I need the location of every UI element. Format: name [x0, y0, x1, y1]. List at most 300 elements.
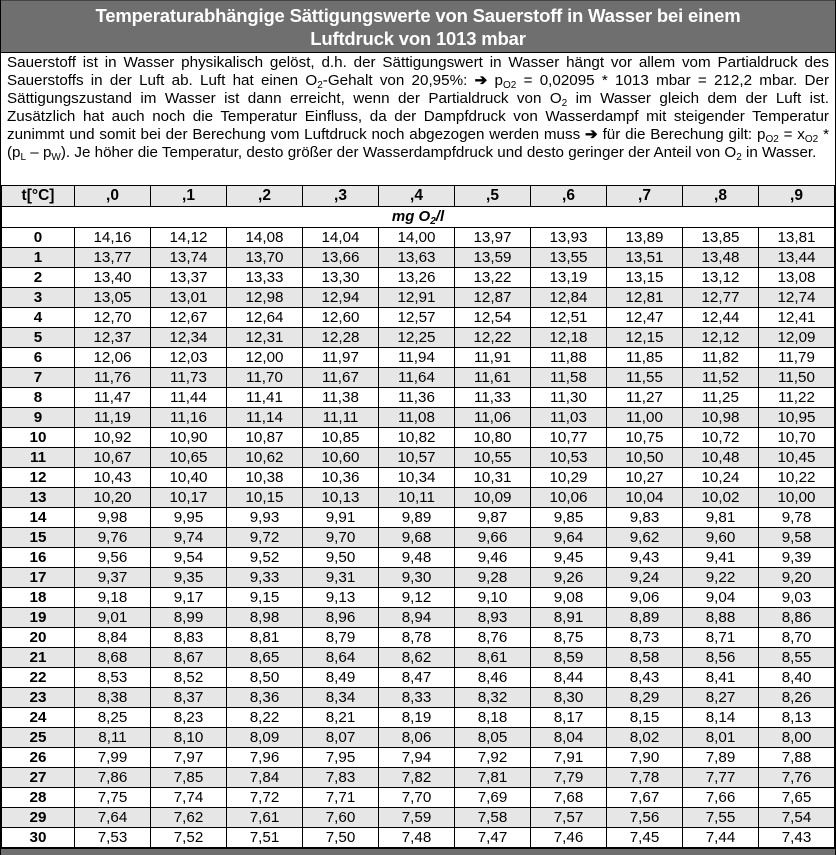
value-cell: 11,00: [607, 408, 683, 428]
table-row: [2, 288, 835, 308]
formula-text: = x: [778, 126, 805, 143]
table-row: [2, 768, 835, 788]
temperature-cell: 23: [2, 688, 75, 708]
value-cell: 12,00: [227, 348, 303, 368]
value-cell: 8,78: [379, 628, 455, 648]
value-cell: 13,40: [75, 268, 151, 288]
value-cell: 14,04: [303, 228, 379, 248]
value-cell: 9,89: [379, 508, 455, 528]
value-cell: 14,16: [75, 228, 151, 248]
value-cell: 10,38: [227, 468, 303, 488]
oxygen-saturation-table: [1, 185, 835, 848]
table-row: [2, 388, 835, 408]
bottom-bar: [1, 848, 835, 855]
value-cell: 11,55: [607, 368, 683, 388]
value-cell: 10,36: [303, 468, 379, 488]
page-title: [1, 0, 835, 52]
value-cell: 7,92: [455, 748, 531, 768]
value-cell: 9,78: [759, 508, 835, 528]
value-cell: 8,26: [759, 688, 835, 708]
value-cell: 8,68: [75, 648, 151, 668]
value-cell: 9,06: [607, 588, 683, 608]
arrow-right-icon: ➔: [585, 126, 598, 143]
table-row: [2, 508, 835, 528]
value-cell: 10,02: [683, 488, 759, 508]
formula-text: für die Berechung gilt: p: [597, 126, 766, 143]
value-cell: 13,48: [683, 248, 759, 268]
value-cell: 7,96: [227, 748, 303, 768]
value-cell: 13,08: [759, 268, 835, 288]
intro-text: = 0,02095 * 1013 mbar = 212,2 mbar. Der Sättigungszustand im Wasser ist dann erreicht, wenn der Partialdruck von O: [7, 72, 830, 107]
value-cell: 11,41: [227, 388, 303, 408]
value-cell: 8,10: [151, 728, 227, 748]
value-cell: 10,57: [379, 448, 455, 468]
value-cell: 12,77: [683, 288, 759, 308]
value-cell: 7,54: [759, 808, 835, 828]
value-cell: 9,60: [683, 528, 759, 548]
column-header-decimal: ,3: [303, 186, 379, 207]
value-cell: 13,51: [607, 248, 683, 268]
value-cell: 8,33: [379, 688, 455, 708]
subscript: O2: [804, 134, 819, 145]
temperature-cell: 26: [2, 748, 75, 768]
value-cell: 13,81: [759, 228, 835, 248]
table-row: [2, 528, 835, 548]
value-cell: 8,76: [455, 628, 531, 648]
value-cell: 10,67: [75, 448, 151, 468]
column-header-decimal: ,8: [683, 186, 759, 207]
value-cell: 12,74: [759, 288, 835, 308]
value-cell: 11,03: [531, 408, 607, 428]
value-cell: 11,97: [303, 348, 379, 368]
value-cell: 12,54: [455, 308, 531, 328]
temperature-cell: 12: [2, 468, 75, 488]
table-row: [2, 588, 835, 608]
value-cell: 7,75: [75, 788, 151, 808]
column-header-decimal: ,0: [75, 186, 151, 207]
value-cell: 12,87: [455, 288, 531, 308]
value-cell: 9,93: [227, 508, 303, 528]
value-cell: 8,55: [759, 648, 835, 668]
value-cell: 9,64: [531, 528, 607, 548]
subscript: 2: [736, 152, 742, 163]
value-cell: 8,50: [227, 668, 303, 688]
temperature-cell: 28: [2, 788, 75, 808]
value-cell: 10,15: [227, 488, 303, 508]
value-cell: 8,00: [759, 728, 835, 748]
value-cell: 11,11: [303, 408, 379, 428]
value-cell: 10,53: [531, 448, 607, 468]
table-row: [2, 488, 835, 508]
table-row: [2, 548, 835, 568]
value-cell: 12,03: [151, 348, 227, 368]
value-cell: 11,22: [759, 388, 835, 408]
value-cell: 7,64: [75, 808, 151, 828]
formula-text: p: [487, 72, 503, 89]
value-cell: 8,62: [379, 648, 455, 668]
value-cell: 13,19: [531, 268, 607, 288]
value-cell: 9,26: [531, 568, 607, 588]
value-cell: 8,94: [379, 608, 455, 628]
value-cell: 9,17: [151, 588, 227, 608]
value-cell: 10,60: [303, 448, 379, 468]
column-header-decimal: ,6: [531, 186, 607, 207]
value-cell: 8,73: [607, 628, 683, 648]
value-cell: 13,05: [75, 288, 151, 308]
value-cell: 9,54: [151, 548, 227, 568]
value-cell: 13,12: [683, 268, 759, 288]
value-cell: 9,58: [759, 528, 835, 548]
value-cell: 7,94: [379, 748, 455, 768]
value-cell: 7,81: [455, 768, 531, 788]
value-cell: 9,52: [227, 548, 303, 568]
value-cell: 10,80: [455, 428, 531, 448]
value-cell: 7,72: [227, 788, 303, 808]
value-cell: 9,01: [75, 608, 151, 628]
value-cell: 12,34: [151, 328, 227, 348]
value-cell: 9,70: [303, 528, 379, 548]
value-cell: 12,70: [75, 308, 151, 328]
table-row: [2, 328, 835, 348]
value-cell: 7,48: [379, 828, 455, 848]
value-cell: 8,27: [683, 688, 759, 708]
value-cell: 9,37: [75, 568, 151, 588]
value-cell: 13,66: [303, 248, 379, 268]
value-cell: 8,02: [607, 728, 683, 748]
value-cell: 9,18: [75, 588, 151, 608]
value-cell: 8,99: [151, 608, 227, 628]
value-cell: 8,70: [759, 628, 835, 648]
value-cell: 8,13: [759, 708, 835, 728]
value-cell: 7,52: [151, 828, 227, 848]
temperature-cell: 4: [2, 308, 75, 328]
value-cell: 7,53: [75, 828, 151, 848]
value-cell: 8,71: [683, 628, 759, 648]
value-cell: 11,67: [303, 368, 379, 388]
value-cell: 9,48: [379, 548, 455, 568]
value-cell: 9,95: [151, 508, 227, 528]
formula-text: – p: [26, 144, 52, 161]
value-cell: 8,64: [303, 648, 379, 668]
value-cell: 9,08: [531, 588, 607, 608]
table-row: [2, 568, 835, 588]
value-cell: 8,05: [455, 728, 531, 748]
value-cell: 13,89: [607, 228, 683, 248]
value-cell: 11,79: [759, 348, 835, 368]
value-cell: 9,22: [683, 568, 759, 588]
value-cell: 7,69: [455, 788, 531, 808]
value-cell: 13,85: [683, 228, 759, 248]
temperature-cell: 0: [2, 228, 75, 248]
value-cell: 7,88: [759, 748, 835, 768]
value-cell: 7,67: [607, 788, 683, 808]
intro-text: Sauerstoff ist in Wasser physikalisch gelöst, d.h. der Sättigungswert in Wasser hängt vor allem vom Partialdruck des Sauerstoffs in der Luft ab. Luft hat einen O: [7, 54, 829, 89]
value-cell: 11,85: [607, 348, 683, 368]
value-cell: 8,47: [379, 668, 455, 688]
value-cell: 8,19: [379, 708, 455, 728]
table-row: [2, 688, 835, 708]
value-cell: 8,01: [683, 728, 759, 748]
table-row: [2, 468, 835, 488]
value-cell: 13,33: [227, 268, 303, 288]
value-cell: 7,74: [151, 788, 227, 808]
value-cell: 8,89: [607, 608, 683, 628]
value-cell: 11,06: [455, 408, 531, 428]
value-cell: 13,93: [531, 228, 607, 248]
value-cell: 7,60: [303, 808, 379, 828]
temperature-cell: 13: [2, 488, 75, 508]
value-cell: 8,41: [683, 668, 759, 688]
table-row: [2, 368, 835, 388]
value-cell: 7,56: [607, 808, 683, 828]
value-cell: 13,37: [151, 268, 227, 288]
value-cell: 9,46: [455, 548, 531, 568]
value-cell: 12,41: [759, 308, 835, 328]
value-cell: 9,50: [303, 548, 379, 568]
column-header-temperature: t[°C]: [2, 186, 75, 207]
value-cell: 10,04: [607, 488, 683, 508]
value-cell: 10,00: [759, 488, 835, 508]
value-cell: 8,25: [75, 708, 151, 728]
value-cell: 11,47: [75, 388, 151, 408]
table-row: [2, 428, 835, 448]
value-cell: 7,51: [227, 828, 303, 848]
value-cell: 10,92: [75, 428, 151, 448]
value-cell: 8,49: [303, 668, 379, 688]
temperature-cell: 15: [2, 528, 75, 548]
value-cell: 9,28: [455, 568, 531, 588]
value-cell: 10,98: [683, 408, 759, 428]
intro-text: in Wasser.: [741, 144, 817, 161]
unit-label: [2, 207, 835, 228]
value-cell: 7,95: [303, 748, 379, 768]
value-cell: 7,65: [759, 788, 835, 808]
value-cell: 12,25: [379, 328, 455, 348]
value-cell: 11,73: [151, 368, 227, 388]
temperature-cell: 14: [2, 508, 75, 528]
value-cell: 8,14: [683, 708, 759, 728]
value-cell: 12,60: [303, 308, 379, 328]
temperature-cell: 18: [2, 588, 75, 608]
value-cell: 7,71: [303, 788, 379, 808]
value-cell: 7,61: [227, 808, 303, 828]
value-cell: 10,34: [379, 468, 455, 488]
value-cell: 12,18: [531, 328, 607, 348]
value-cell: 12,84: [531, 288, 607, 308]
value-cell: 12,57: [379, 308, 455, 328]
unit-row: [2, 207, 835, 228]
value-cell: 10,90: [151, 428, 227, 448]
value-cell: 10,85: [303, 428, 379, 448]
value-cell: 12,98: [227, 288, 303, 308]
value-cell: 7,99: [75, 748, 151, 768]
value-cell: 10,24: [683, 468, 759, 488]
temperature-cell: 10: [2, 428, 75, 448]
subscript: 2: [317, 80, 323, 91]
value-cell: 8,06: [379, 728, 455, 748]
value-cell: 10,29: [531, 468, 607, 488]
value-cell: 9,15: [227, 588, 303, 608]
table-row: [2, 408, 835, 428]
value-cell: 11,19: [75, 408, 151, 428]
value-cell: 8,11: [75, 728, 151, 748]
value-cell: 13,01: [151, 288, 227, 308]
temperature-cell: 29: [2, 808, 75, 828]
value-cell: 10,11: [379, 488, 455, 508]
value-cell: 10,62: [227, 448, 303, 468]
value-cell: 10,13: [303, 488, 379, 508]
value-cell: 7,77: [683, 768, 759, 788]
value-cell: 11,44: [151, 388, 227, 408]
value-cell: 7,82: [379, 768, 455, 788]
temperature-cell: 2: [2, 268, 75, 288]
value-cell: 7,58: [455, 808, 531, 828]
value-cell: 7,85: [151, 768, 227, 788]
value-cell: 10,22: [759, 468, 835, 488]
value-cell: 7,70: [379, 788, 455, 808]
value-cell: 12,67: [151, 308, 227, 328]
table-row: [2, 448, 835, 468]
value-cell: 7,66: [683, 788, 759, 808]
value-cell: 11,33: [455, 388, 531, 408]
value-cell: 12,09: [759, 328, 835, 348]
value-cell: 9,41: [683, 548, 759, 568]
value-cell: 10,43: [75, 468, 151, 488]
column-header-decimal: ,2: [227, 186, 303, 207]
table-row: [2, 748, 835, 768]
value-cell: 12,12: [683, 328, 759, 348]
temperature-cell: 19: [2, 608, 75, 628]
table-row: [2, 308, 835, 328]
column-header-decimal: ,5: [455, 186, 531, 207]
value-cell: 7,89: [683, 748, 759, 768]
value-cell: 7,46: [531, 828, 607, 848]
value-cell: 8,53: [75, 668, 151, 688]
value-cell: 8,91: [531, 608, 607, 628]
temperature-cell: 27: [2, 768, 75, 788]
value-cell: 10,87: [227, 428, 303, 448]
title-line-2: Luftdruck von 1013 mbar: [310, 28, 526, 49]
table-row: [2, 648, 835, 668]
subscript: L: [20, 152, 27, 163]
value-cell: 11,64: [379, 368, 455, 388]
subscript: 2: [561, 98, 568, 109]
value-cell: 9,66: [455, 528, 531, 548]
value-cell: 11,30: [531, 388, 607, 408]
temperature-cell: 24: [2, 708, 75, 728]
table-row: [2, 708, 835, 728]
value-cell: 9,62: [607, 528, 683, 548]
table-row: [2, 608, 835, 628]
value-cell: 10,50: [607, 448, 683, 468]
value-cell: 8,29: [607, 688, 683, 708]
value-cell: 12,15: [607, 328, 683, 348]
value-cell: 9,81: [683, 508, 759, 528]
value-cell: 11,27: [607, 388, 683, 408]
value-cell: 7,44: [683, 828, 759, 848]
value-cell: 13,44: [759, 248, 835, 268]
value-cell: 12,91: [379, 288, 455, 308]
column-header-decimal: ,4: [379, 186, 455, 207]
value-cell: 8,98: [227, 608, 303, 628]
value-cell: 13,97: [455, 228, 531, 248]
value-cell: 7,50: [303, 828, 379, 848]
value-cell: 9,20: [759, 568, 835, 588]
value-cell: 11,76: [75, 368, 151, 388]
value-cell: 10,48: [683, 448, 759, 468]
value-cell: 8,17: [531, 708, 607, 728]
value-cell: 13,59: [455, 248, 531, 268]
value-cell: 14,12: [151, 228, 227, 248]
value-cell: 7,59: [379, 808, 455, 828]
value-cell: 9,72: [227, 528, 303, 548]
value-cell: 8,52: [151, 668, 227, 688]
value-cell: 8,79: [303, 628, 379, 648]
value-cell: 8,96: [303, 608, 379, 628]
value-cell: 8,46: [455, 668, 531, 688]
temperature-cell: 3: [2, 288, 75, 308]
value-cell: 9,03: [759, 588, 835, 608]
value-cell: 13,22: [455, 268, 531, 288]
value-cell: 8,40: [759, 668, 835, 688]
value-cell: 13,77: [75, 248, 151, 268]
value-cell: 8,44: [531, 668, 607, 688]
value-cell: 11,52: [683, 368, 759, 388]
value-cell: 9,98: [75, 508, 151, 528]
value-cell: 7,78: [607, 768, 683, 788]
intro-paragraph: [1, 52, 835, 185]
value-cell: 8,43: [607, 668, 683, 688]
value-cell: 10,20: [75, 488, 151, 508]
temperature-cell: 16: [2, 548, 75, 568]
value-cell: 7,97: [151, 748, 227, 768]
value-cell: 8,34: [303, 688, 379, 708]
value-cell: 10,95: [759, 408, 835, 428]
value-cell: 12,22: [455, 328, 531, 348]
value-cell: 9,45: [531, 548, 607, 568]
value-cell: 13,55: [531, 248, 607, 268]
value-cell: 9,24: [607, 568, 683, 588]
value-cell: 10,31: [455, 468, 531, 488]
value-cell: 14,00: [379, 228, 455, 248]
column-header-decimal: ,1: [151, 186, 227, 207]
value-cell: 9,85: [531, 508, 607, 528]
table-row: [2, 828, 835, 848]
value-cell: 8,32: [455, 688, 531, 708]
value-cell: 8,81: [227, 628, 303, 648]
temperature-cell: 25: [2, 728, 75, 748]
value-cell: 8,09: [227, 728, 303, 748]
value-cell: 9,33: [227, 568, 303, 588]
value-cell: 8,83: [151, 628, 227, 648]
value-cell: 11,94: [379, 348, 455, 368]
value-cell: 8,88: [683, 608, 759, 628]
value-cell: 8,59: [531, 648, 607, 668]
value-cell: 13,63: [379, 248, 455, 268]
header-row: [2, 186, 835, 207]
value-cell: 12,51: [531, 308, 607, 328]
temperature-cell: 7: [2, 368, 75, 388]
value-cell: 9,04: [683, 588, 759, 608]
value-cell: 10,65: [151, 448, 227, 468]
value-cell: 12,47: [607, 308, 683, 328]
value-cell: 9,56: [75, 548, 151, 568]
value-cell: 7,57: [531, 808, 607, 828]
value-cell: 13,26: [379, 268, 455, 288]
value-cell: 7,43: [759, 828, 835, 848]
value-cell: 11,58: [531, 368, 607, 388]
value-cell: 7,68: [531, 788, 607, 808]
